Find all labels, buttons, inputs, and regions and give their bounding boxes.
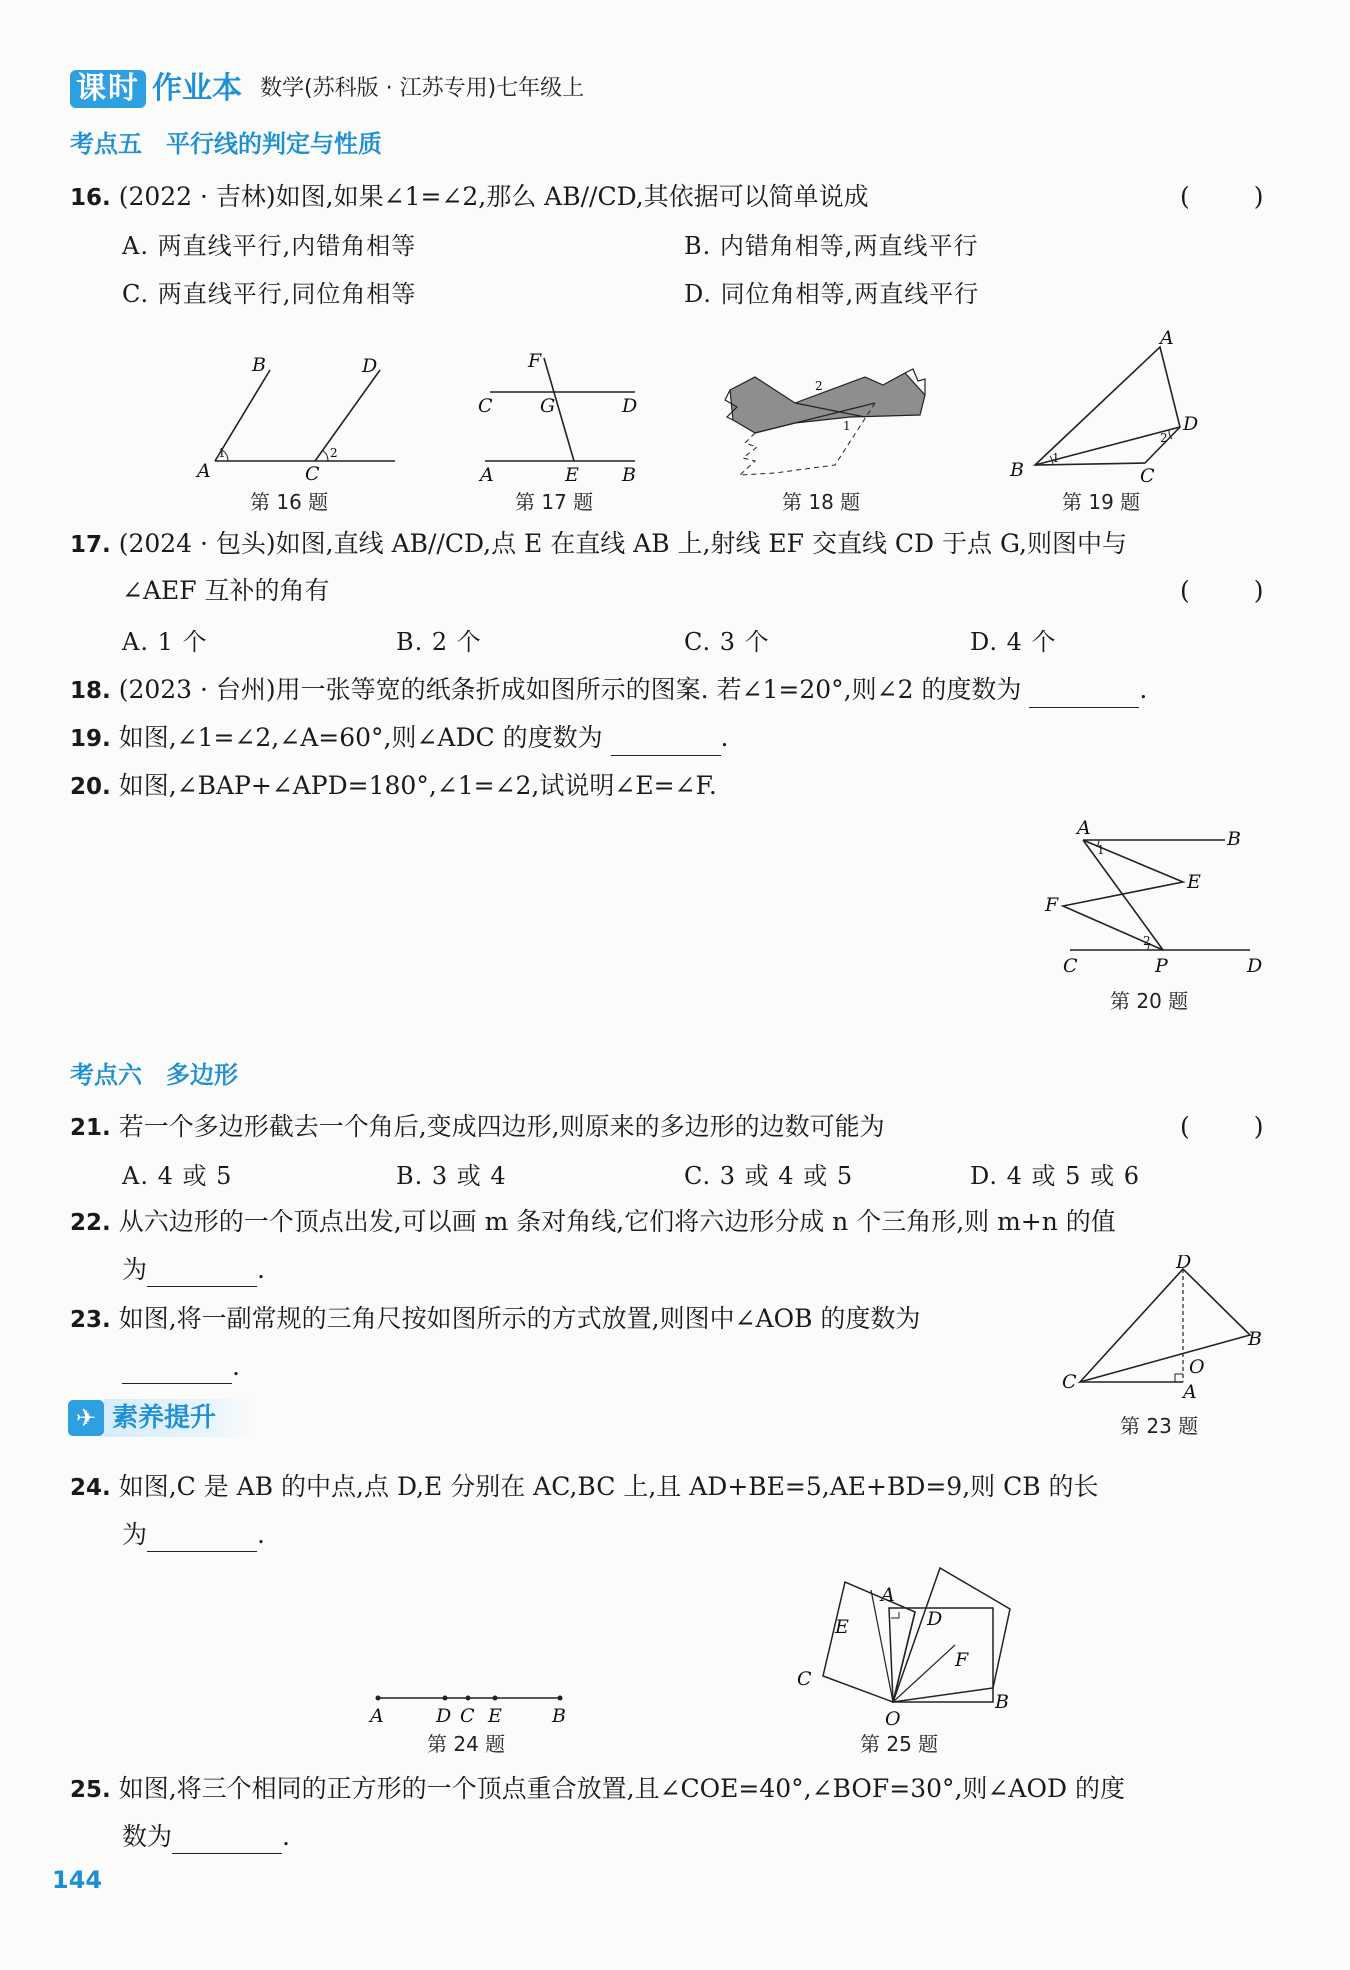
option-a: A. 两直线平行,内错角相等	[122, 232, 417, 260]
improve-badge	[68, 1398, 254, 1438]
svg-text:1: 1	[843, 419, 851, 433]
option-b: B. 2 个	[396, 628, 482, 656]
svg-text:C: C	[797, 1668, 812, 1690]
svg-text:2: 2	[815, 379, 823, 393]
svg-text:D: D	[1183, 413, 1199, 435]
figure-24-caption: 第 24 题	[427, 1732, 506, 1756]
question-number: 23.	[70, 1307, 111, 1333]
question-text: 数为	[122, 1822, 173, 1851]
svg-text:A: A	[1160, 327, 1174, 349]
question-22-line2	[122, 1253, 265, 1287]
question-text: 如图,C 是 AB 的中点,点 D,E 分别在 AC,BC 上,且 AD+BE=5,AE+BD=9,则 CB 的长	[118, 1472, 1099, 1501]
period: .	[282, 1822, 290, 1851]
question-text: 从六边形的一个顶点出发,可以画 m 条对角线,它们将六边形分成 n 个三角形,则 m+n 的值	[118, 1207, 1116, 1236]
figure-16	[170, 340, 410, 490]
question-number: 21.	[70, 1115, 111, 1141]
question-18	[70, 673, 1147, 708]
answer-paren: ( )	[1180, 182, 1292, 211]
question-number: 25.	[70, 1777, 111, 1803]
option-a: A. 4 或 5	[122, 1162, 233, 1190]
svg-text:A: A	[1077, 817, 1091, 839]
answer-blank[interactable]	[122, 1357, 232, 1384]
question-23-line2	[122, 1350, 240, 1384]
period: .	[720, 723, 729, 752]
option-c: C. 两直线平行,同位角相等	[122, 280, 417, 308]
svg-text:A: A	[197, 460, 211, 482]
period: .	[232, 1352, 240, 1381]
answer-paren: ( )	[1180, 576, 1292, 605]
question-number: 24.	[70, 1475, 111, 1501]
figure-18	[715, 355, 935, 485]
book-logo	[70, 70, 242, 108]
figure-17-caption: 第 17 题	[515, 490, 594, 514]
svg-text:C: C	[1063, 955, 1078, 977]
question-19	[70, 721, 729, 756]
figure-16-caption: 第 16 题	[250, 490, 329, 514]
question-number: 20.	[70, 774, 111, 800]
svg-text:1: 1	[1052, 451, 1060, 465]
svg-text:P: P	[1155, 955, 1168, 977]
svg-text:C: C	[478, 395, 493, 417]
svg-text:2: 2	[1160, 431, 1168, 445]
svg-text:B: B	[252, 354, 266, 376]
svg-text:A: A	[370, 1705, 384, 1727]
period: .	[257, 1520, 265, 1549]
figure-25	[785, 1560, 1025, 1735]
page-header	[70, 68, 584, 108]
question-20	[70, 769, 717, 804]
figure-23	[1055, 1255, 1275, 1400]
svg-text:E: E	[1187, 871, 1201, 893]
svg-text:B: B	[1248, 1328, 1262, 1350]
svg-text:E: E	[565, 464, 579, 486]
rocket-icon: ✈	[68, 1400, 104, 1436]
question-17	[70, 527, 1127, 562]
answer-blank[interactable]	[611, 729, 721, 756]
question-text: (2022 · 吉林)如图,如果∠1=∠2,那么 AB//CD,其依据可以简单说成	[118, 182, 869, 211]
logo-box: 课时	[70, 70, 146, 108]
figure-20-caption: 第 20 题	[1110, 989, 1189, 1013]
section-title-5: 考点五 平行线的判定与性质	[70, 130, 382, 158]
question-number: 16.	[70, 185, 111, 211]
svg-text:C: C	[305, 463, 320, 485]
svg-text:E: E	[488, 1705, 502, 1727]
subject-title: 数学(苏科版 · 江苏专用)七年级上	[260, 76, 585, 101]
question-text: 若一个多边形截去一个角后,变成四边形,则原来的多边形的边数可能为	[118, 1112, 885, 1141]
svg-text:B: B	[1010, 459, 1024, 481]
svg-text:C: C	[1062, 1371, 1077, 1393]
question-25	[70, 1772, 1125, 1807]
svg-text:C: C	[460, 1705, 475, 1727]
logo-word: 作业本	[152, 71, 242, 106]
question-24	[70, 1470, 1099, 1505]
option-b: B. 3 或 4	[396, 1162, 507, 1190]
figure-17	[470, 345, 650, 490]
option-d: D. 同位角相等,两直线平行	[684, 280, 980, 308]
page-number: 144	[52, 1866, 103, 1894]
option-a: A. 1 个	[122, 628, 208, 656]
figure-24	[360, 1680, 580, 1730]
svg-text:D: D	[362, 355, 378, 377]
svg-text:G: G	[540, 395, 556, 417]
question-text: 如图,∠1=∠2,∠A=60°,则∠ADC 的度数为	[118, 723, 603, 752]
figure-19-caption: 第 19 题	[1062, 490, 1141, 514]
svg-text:B: B	[622, 464, 636, 486]
option-c: C. 3 或 4 或 5	[684, 1162, 854, 1190]
question-21	[70, 1110, 885, 1145]
svg-text:D: D	[1176, 1255, 1192, 1273]
svg-text:O: O	[1189, 1356, 1205, 1378]
question-text: (2024 · 包头)如图,直线 AB//CD,点 E 在直线 AB 上,射线 EF 交直线 CD 于点 G,则图中与	[118, 529, 1128, 558]
answer-blank[interactable]	[147, 1525, 257, 1552]
svg-text:2: 2	[1143, 934, 1151, 948]
question-number: 22.	[70, 1210, 111, 1236]
svg-text:1: 1	[218, 446, 226, 460]
option-b: B. 内错角相等,两直线平行	[684, 232, 979, 260]
improve-title: 素养提升	[104, 1399, 254, 1437]
question-text: 如图,∠BAP+∠APD=180°,∠1=∠2,试说明∠E=∠F.	[118, 771, 717, 800]
question-number: 18.	[70, 678, 111, 704]
question-text: 如图,将一副常规的三角尺按如图所示的方式放置,则图中∠AOB 的度数为	[118, 1304, 921, 1333]
figure-19	[1005, 325, 1220, 485]
question-23	[70, 1302, 920, 1337]
option-d: D. 4 个	[970, 628, 1057, 656]
question-text: 为	[122, 1255, 148, 1284]
question-text: (2023 · 台州)用一张等宽的纸条折成如图所示的图案. 若∠1=20°,则∠2 的度数为	[118, 675, 1022, 704]
svg-text:2: 2	[330, 446, 338, 460]
period: .	[257, 1255, 265, 1284]
answer-blank[interactable]	[1029, 681, 1139, 708]
svg-text:A: A	[480, 464, 494, 486]
answer-blank[interactable]	[172, 1827, 282, 1854]
svg-text:D: D	[1247, 955, 1263, 977]
svg-text:1: 1	[1097, 843, 1105, 857]
question-17-line2: ∠AEF 互补的角有	[122, 576, 330, 605]
svg-text:A: A	[881, 1584, 895, 1606]
svg-text:B: B	[552, 1705, 566, 1727]
question-22	[70, 1205, 1116, 1240]
question-number: 19.	[70, 726, 111, 752]
question-16	[70, 180, 869, 215]
svg-text:F: F	[1045, 894, 1059, 916]
answer-paren: ( )	[1180, 1112, 1292, 1141]
question-text: 为	[122, 1520, 148, 1549]
question-24-line2	[122, 1518, 265, 1552]
figure-18-caption: 第 18 题	[782, 490, 861, 514]
figure-23-caption: 第 23 题	[1120, 1414, 1199, 1438]
svg-text:B: B	[995, 1691, 1009, 1713]
svg-text:B: B	[1227, 828, 1241, 850]
svg-text:D: D	[622, 395, 638, 417]
option-c: C. 3 个	[684, 628, 770, 656]
svg-text:D: D	[436, 1705, 452, 1727]
figure-20	[1035, 810, 1275, 990]
question-number: 17.	[70, 532, 111, 558]
option-d: D. 4 或 5 或 6	[970, 1162, 1140, 1190]
svg-text:D: D	[927, 1608, 943, 1630]
svg-text:F: F	[955, 1649, 969, 1671]
figure-25-caption: 第 25 题	[860, 1732, 939, 1756]
svg-text:O: O	[885, 1708, 901, 1730]
svg-text:A: A	[1183, 1381, 1197, 1400]
question-25-line2	[122, 1820, 290, 1854]
svg-text:C: C	[1140, 465, 1155, 485]
answer-blank[interactable]	[147, 1260, 257, 1287]
svg-text:E: E	[835, 1616, 849, 1638]
period: .	[1139, 675, 1148, 704]
section-title-6: 考点六 多边形	[70, 1061, 238, 1089]
svg-text:F: F	[528, 350, 542, 372]
question-text: 如图,将三个相同的正方形的一个顶点重合放置,且∠COE=40°,∠BOF=30°,则∠AOD 的度	[118, 1774, 1125, 1803]
